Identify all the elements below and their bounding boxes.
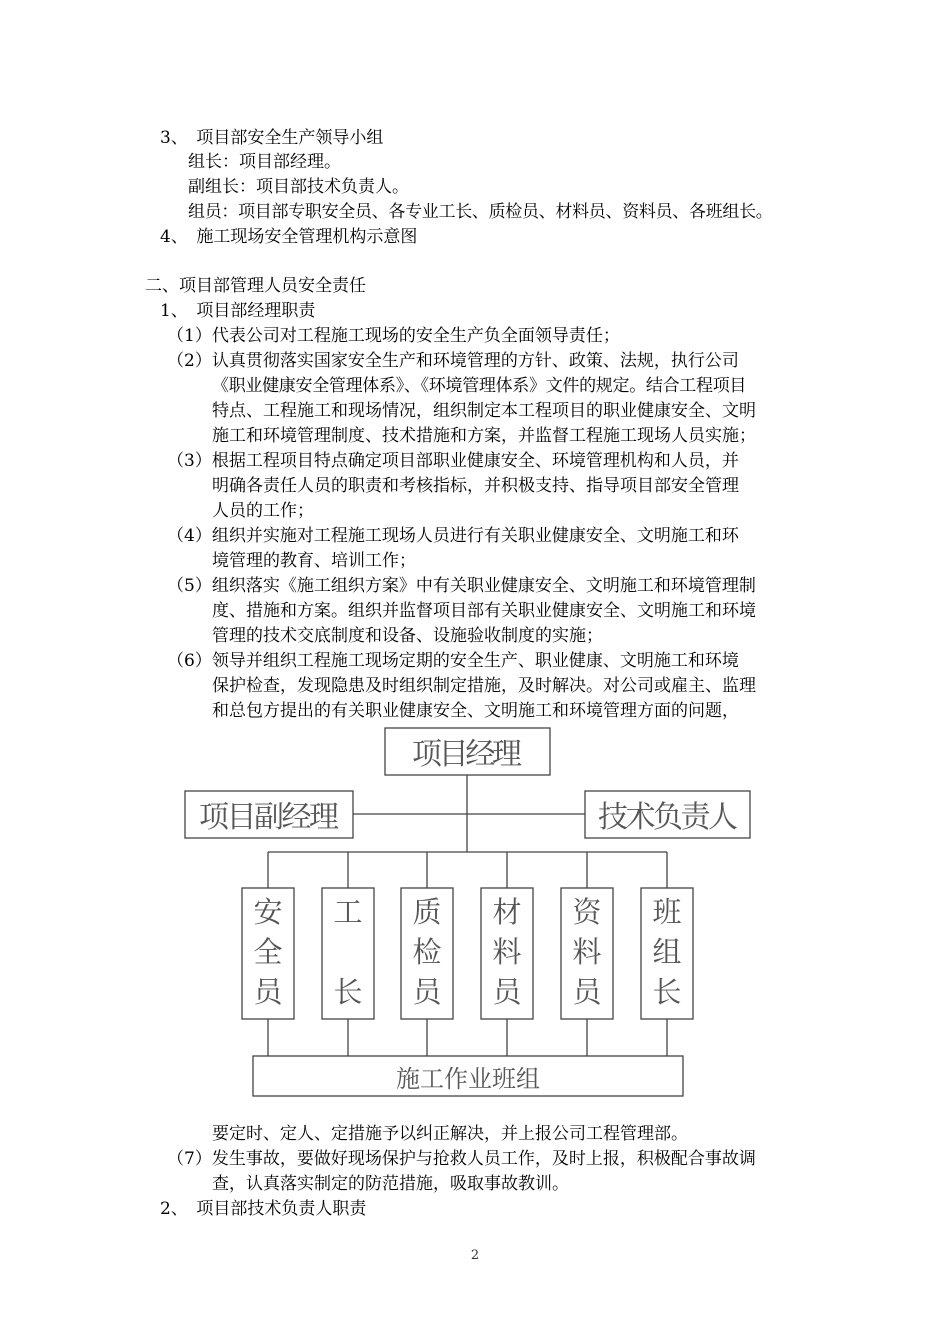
item-2-line-2: 《职业健康安全管理体系》、《环境管理体系》文件的规定。结合工程项目 xyxy=(212,376,747,396)
org-right-label: 技术负责人 xyxy=(598,800,738,835)
org-left-label: 项目副经理 xyxy=(199,800,339,835)
item-5-line-2: 度、措施和方案。组织并监督项目部有关职业健康安全、文明施工和环境 xyxy=(212,601,756,621)
svg-text:料: 料 xyxy=(572,935,602,969)
svg-text:全: 全 xyxy=(253,935,283,969)
section-4-heading: 4、 施工现场安全管理机构示意图 xyxy=(160,227,418,247)
svg-text:组: 组 xyxy=(652,935,682,969)
item-3-line-3: 人员的工作； xyxy=(212,501,314,521)
item-5-line-3: 管理的技术交底制度和设备、设施验收制度的实施； xyxy=(212,626,603,646)
svg-text:安: 安 xyxy=(253,895,283,929)
item-2-line-4: 施工和环境管理制度、技术措施和方案，并监督工程施工现场人员实施； xyxy=(212,426,756,446)
svg-text:员: 员 xyxy=(412,975,442,1009)
svg-text:员: 员 xyxy=(572,975,602,1009)
svg-text:长: 长 xyxy=(333,975,363,1009)
section-3-heading: 3、 项目部安全生产领导小组 xyxy=(160,128,384,148)
subsection-1-heading: 1、 项目部经理职责 xyxy=(160,301,316,321)
item-6-line-1: （6）领导并组织工程施工现场定期的安全生产、职业健康、文明施工和环境 xyxy=(167,651,739,671)
item-6-line-4: 要定时、定人、定措施予以纠正解决，并上报公司工程管理部。 xyxy=(212,1124,688,1144)
org-bottom-label: 施工作业班组 xyxy=(396,1065,540,1093)
svg-text:材: 材 xyxy=(492,895,522,929)
svg-text:工: 工 xyxy=(333,895,363,929)
item-4-line-1: （4）组织并实施对工程施工现场人员进行有关职业健康安全、文明施工和环 xyxy=(167,526,739,546)
svg-text:质: 质 xyxy=(412,895,442,929)
item-3-line-1: （3）根据工程项目特点确定项目部职业健康安全、环境管理机构和人员，并 xyxy=(167,451,739,471)
svg-text:料: 料 xyxy=(492,935,522,969)
chapter-2-heading: 二、项目部管理人员安全责任 xyxy=(145,276,366,296)
item-1: （1）代表公司对工程施工现场的安全生产负全面领导责任； xyxy=(167,326,620,346)
org-member-team-leader xyxy=(652,895,681,1009)
item-6-line-2: 保护检查，发现隐患及时组织制定措施，及时解决。对公司或雇主、监理 xyxy=(212,676,756,696)
svg-text:员: 员 xyxy=(253,975,283,1009)
org-member-materials xyxy=(492,895,523,1009)
org-member-documents xyxy=(572,895,603,1009)
svg-text:检: 检 xyxy=(412,935,442,969)
svg-text:班: 班 xyxy=(652,895,682,929)
deputy-leader: 副组长：项目部技术负责人。 xyxy=(188,177,409,197)
item-6-line-3: 和总包方提出的有关职业健康安全、文明施工和环境管理方面的问题， xyxy=(212,701,739,721)
item-5-line-1: （5）组织落实《施工组织方案》中有关职业健康安全、文明施工和环境管理制 xyxy=(167,576,756,596)
item-3-line-2: 明确各责任人员的职责和考核指标，并积极支持、指导项目部安全管理 xyxy=(212,476,739,496)
svg-text:长: 长 xyxy=(652,975,682,1009)
group-leader: 组长：项目部经理。 xyxy=(188,152,341,172)
svg-text:员: 员 xyxy=(492,975,522,1009)
svg-text:资: 资 xyxy=(572,895,602,929)
org-member-inspector xyxy=(412,895,443,1009)
org-top-label: 项目经理 xyxy=(412,737,522,772)
subsection-2-heading: 2、 项目部技术负责人职责 xyxy=(160,1199,367,1219)
org-member-foreman xyxy=(333,895,362,1009)
item-7-line-2: 查，认真落实制定的防范措施，吸取事故教训。 xyxy=(212,1174,569,1194)
item-2-line-1: （2）认真贯彻落实国家安全生产和环境管理的方针、政策、法规，执行公司 xyxy=(167,351,739,371)
org-member-safety xyxy=(253,895,284,1009)
item-2-line-3: 特点、工程施工和现场情况，组织制定本工程项目的职业健康安全、文明 xyxy=(212,401,756,421)
page-number: 2 xyxy=(470,1248,480,1263)
item-4-line-2: 境管理的教育、培训工作； xyxy=(212,551,416,571)
item-7-line-1: （7）发生事故，要做好现场保护与抢救人员工作，及时上报，积极配合事故调 xyxy=(167,1149,756,1169)
group-members: 组员：项目部专职安全员、各专业工长、质检员、材料员、资料员、各班组长。 xyxy=(188,202,773,222)
